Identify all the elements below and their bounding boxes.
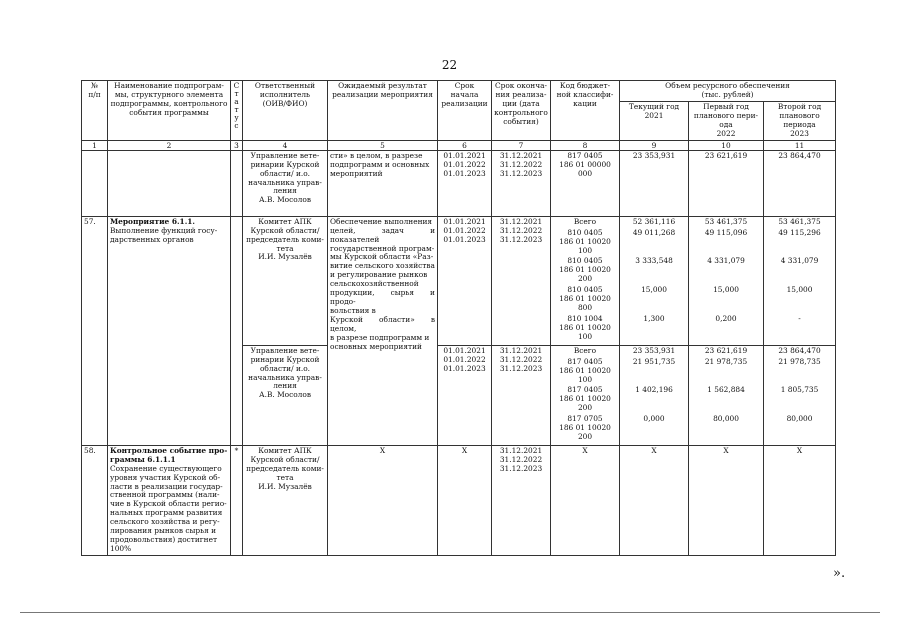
row57-2022-2 bbox=[689, 345, 764, 445]
page-number: 22 bbox=[441, 58, 458, 72]
row57-text: Выполнение функций госу- дарственных органов bbox=[110, 225, 218, 244]
amount: 53 461,375 bbox=[778, 216, 821, 226]
row57-end2 bbox=[492, 345, 551, 445]
date-end: 31.12.2021 bbox=[499, 216, 543, 226]
header-2023: Второй год планового периода 2023 bbox=[764, 101, 836, 140]
date-start: 01.01.2023 bbox=[443, 234, 486, 244]
cont-start bbox=[438, 150, 492, 216]
row57-end1 bbox=[492, 216, 551, 345]
date-end: 31.12.2021 bbox=[499, 445, 543, 455]
cont-end bbox=[492, 150, 551, 216]
cont-executor: Управление вете- ринарии Курской области/ и.о. начальника управ- ления А.В. Мосолов bbox=[243, 150, 328, 216]
row58-title: Контрольное событие про- граммы 6.1.1.1 bbox=[110, 445, 228, 464]
index-cell: 4 bbox=[243, 140, 328, 150]
row58-status: * bbox=[231, 445, 243, 555]
index-cell: 11 bbox=[764, 140, 836, 150]
index-cell: 3 bbox=[231, 140, 243, 150]
date-start: 01.01.2023 bbox=[443, 363, 486, 373]
table-row bbox=[82, 445, 836, 555]
amount: 1 805,735 bbox=[780, 385, 819, 395]
row58-end bbox=[492, 445, 551, 555]
budget-code: 810 0405 186 01 10020 100 bbox=[559, 227, 611, 255]
row57-start2 bbox=[438, 345, 492, 445]
date-end: 31.12.2021 bbox=[499, 345, 543, 355]
amount: 49 115,096 bbox=[704, 227, 748, 237]
amount: 21 951,735 bbox=[632, 356, 676, 366]
index-cell: 9 bbox=[620, 140, 689, 150]
cont-status bbox=[231, 150, 243, 216]
row57-2021-1 bbox=[620, 216, 689, 345]
budget-code: 810 0405 186 01 10020 800 bbox=[559, 285, 611, 312]
row57-num: 57. bbox=[82, 216, 108, 445]
date-start: 01.01.2021 bbox=[443, 150, 486, 160]
budget-code: 817 0405 186 01 10020 100 bbox=[559, 356, 611, 384]
amount: 1,300 bbox=[643, 313, 665, 323]
amount: 23 864,470 bbox=[778, 345, 821, 355]
row58-code: Х bbox=[551, 445, 620, 555]
date-start: 01.01.2023 bbox=[443, 168, 486, 178]
amount: 80,000 bbox=[713, 414, 739, 424]
row57-2022-1 bbox=[689, 216, 764, 345]
header-name: Наименование подпрограм- мы, структурного элемента подпрограммы, контрольного события программы bbox=[108, 81, 231, 141]
date-end: 31.12.2022 bbox=[499, 225, 543, 235]
row57-executor1: Комитет АПК Курской области/ председатель коми- тета И.И. Музалёв bbox=[243, 216, 328, 345]
amount: 1 402,196 bbox=[635, 385, 673, 395]
budget-code: 817 0705 186 01 10020 200 bbox=[559, 414, 611, 441]
header-executor: Ответственный исполнитель (ОИВ/ФИО) bbox=[243, 81, 328, 141]
date-end: 31.12.2022 bbox=[499, 159, 543, 169]
amount: 23 621,619 bbox=[704, 345, 748, 355]
amount: 0,000 bbox=[643, 414, 665, 424]
cont-num bbox=[82, 150, 108, 216]
date-start: 01.01.2022 bbox=[443, 159, 486, 169]
index-cell: 10 bbox=[689, 140, 764, 150]
amount: 23 353,931 bbox=[632, 345, 676, 355]
amount: 49 115,296 bbox=[778, 227, 821, 237]
amount: 80,000 bbox=[786, 414, 813, 424]
date-start: 01.01.2021 bbox=[443, 216, 486, 226]
amount: 4 331,079 bbox=[780, 256, 819, 266]
row58-name bbox=[108, 445, 231, 555]
row58-2021: Х bbox=[620, 445, 689, 555]
index-row bbox=[82, 140, 836, 150]
budget-code: 817 0405 186 01 10020 200 bbox=[559, 385, 611, 413]
table-row bbox=[82, 150, 836, 216]
row58-2023: Х bbox=[764, 445, 836, 555]
row57-name bbox=[108, 216, 231, 445]
amount: 49 011,268 bbox=[632, 227, 676, 237]
row57-status bbox=[231, 216, 243, 445]
header-row bbox=[82, 81, 836, 102]
row57-2021-2 bbox=[620, 345, 689, 445]
amount: 15,000 bbox=[713, 285, 739, 295]
row57-codes2 bbox=[551, 345, 620, 445]
header-result: Ожидаемый результат реализации мероприятия bbox=[328, 81, 438, 141]
amount: 4 331,079 bbox=[707, 256, 745, 266]
row58-num: 58. bbox=[82, 445, 108, 555]
cont-2021: 23 353,931 bbox=[620, 150, 689, 216]
date-end: 31.12.2021 bbox=[499, 150, 543, 160]
row57-codes1 bbox=[551, 216, 620, 345]
budget-code: 810 0405 186 01 10020 200 bbox=[559, 256, 611, 284]
index-cell: 6 bbox=[438, 140, 492, 150]
header-2021: Текущий год 2021 bbox=[620, 101, 689, 140]
resource-table bbox=[81, 80, 836, 556]
amount: 21 978,735 bbox=[704, 356, 748, 366]
row57-result: Обеспечение выполнения целей, задач и показателей государственной програм- мы Курской области «Раз- витие сельского хозяйства и регулирование рынков сельскохозяйственной продукции, сырья и продо- вольствия в Курской области» в целом, в разрезе подпрограмм и основных мероприятий bbox=[328, 216, 438, 445]
date-start: 01.01.2022 bbox=[443, 225, 486, 235]
index-cell: 2 bbox=[108, 140, 231, 150]
row57-title: Мероприятие 6.1.1. bbox=[110, 216, 195, 226]
date-start: 01.01.2021 bbox=[443, 345, 486, 355]
header-status: С т а т у с bbox=[231, 81, 243, 141]
row58-2022: Х bbox=[689, 445, 764, 555]
date-start: 01.01.2022 bbox=[443, 354, 486, 364]
row58-text: Сохранение существующего уровня участия Курской об- ласти в реализации государ- ственной программы (нали- чие в Курской области регио- нальных программ развития сельского хозяйства и регу- лирования рынков сырья и продовольствия) достигнет 100% bbox=[110, 463, 227, 553]
index-cell: 7 bbox=[492, 140, 551, 150]
budget-code: Всего bbox=[573, 216, 597, 226]
row57-2023-1 bbox=[764, 216, 836, 345]
index-cell: 5 bbox=[328, 140, 438, 150]
amount: 0,200 bbox=[715, 313, 737, 323]
header-end: Срок оконча- ния реализа- ции (дата контрольного события) bbox=[492, 81, 551, 141]
cont-name bbox=[108, 150, 231, 216]
cont-2022: 23 621,619 bbox=[689, 150, 764, 216]
scan-edge-line bbox=[20, 612, 880, 613]
date-end: 31.12.2022 bbox=[499, 354, 543, 364]
date-end: 31.12.2023 bbox=[499, 234, 543, 244]
amount: 52 361,116 bbox=[632, 216, 676, 226]
amount: - bbox=[798, 313, 801, 323]
amount: 53 461,375 bbox=[704, 216, 748, 226]
cont-code: 817 0405 186 01 00000 000 bbox=[551, 150, 620, 216]
date-end: 31.12.2022 bbox=[499, 454, 543, 464]
header-code: Код бюджет- ной классифи- кации bbox=[551, 81, 620, 141]
cont-2023: 23 864,470 bbox=[764, 150, 836, 216]
index-cell: 1 bbox=[82, 140, 108, 150]
amount: 1 562,884 bbox=[707, 385, 745, 395]
date-end: 31.12.2023 bbox=[499, 463, 543, 473]
table-row bbox=[82, 216, 836, 345]
amount: 15,000 bbox=[786, 285, 813, 295]
budget-code: Всего bbox=[573, 345, 597, 355]
amount: 3 333,548 bbox=[635, 256, 673, 266]
row57-2023-2 bbox=[764, 345, 836, 445]
row57-start1 bbox=[438, 216, 492, 345]
cont-result: сти» в целом, в разрезе подпрограмм и основных мероприятий bbox=[328, 150, 438, 216]
index-cell: 8 bbox=[551, 140, 620, 150]
header-num: № п/п bbox=[82, 81, 108, 141]
row57-executor2: Управление вете- ринарии Курской области/ и.о. начальника управ- ления А.В. Мосолов bbox=[243, 345, 328, 445]
closing-mark: ». bbox=[833, 566, 846, 581]
header-resources: Объем ресурсного обеспечения (тыс. рублей) bbox=[620, 81, 836, 102]
budget-code: 810 1004 186 01 10020 100 bbox=[559, 313, 611, 341]
row58-executor: Комитет АПК Курской области/ председатель коми- тета И.И. Музалёв bbox=[243, 445, 328, 555]
date-end: 31.12.2023 bbox=[499, 363, 543, 373]
amount: 21 978,735 bbox=[778, 356, 821, 366]
amount: 15,000 bbox=[641, 285, 667, 295]
row58-result: Х bbox=[328, 445, 438, 555]
row58-start: Х bbox=[438, 445, 492, 555]
date-end: 31.12.2023 bbox=[499, 168, 543, 178]
header-start: Срок начала реализации bbox=[438, 81, 492, 141]
header-2022: Первый год планового пери- ода 2022 bbox=[689, 101, 764, 140]
